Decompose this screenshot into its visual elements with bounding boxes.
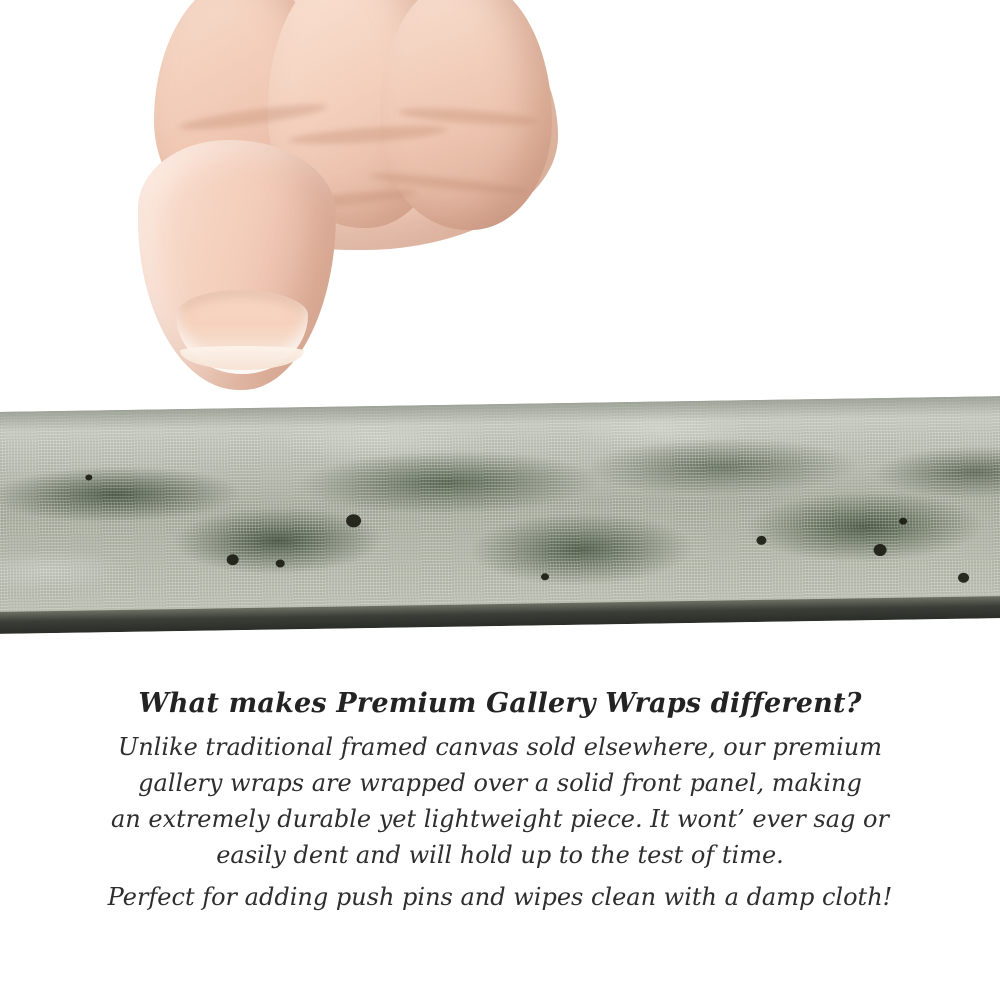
caption-line: an extremely durable yet lightweight piece. It wont’ ever sag or: [111, 805, 889, 833]
canvas-speck: [276, 559, 285, 567]
caption-line: Unlike traditional framed canvas sold elsewhere, our premium: [117, 733, 882, 761]
canvas-speck: [85, 474, 92, 480]
caption-block: [0, 688, 1000, 915]
hand-illustration: [118, 0, 578, 430]
caption-headline: What makes Premium Gallery Wraps different?: [138, 688, 862, 719]
canvas-wrap-edge: [0, 396, 1000, 634]
caption-line: gallery wraps are wrapped over a solid front panel, making: [138, 769, 862, 797]
caption-line: easily dent and will hold up to the test of time.: [216, 841, 784, 869]
canvas-speck: [541, 573, 549, 580]
caption-closing-line: Perfect for adding push pins and wipes clean with a damp cloth!: [107, 883, 893, 911]
